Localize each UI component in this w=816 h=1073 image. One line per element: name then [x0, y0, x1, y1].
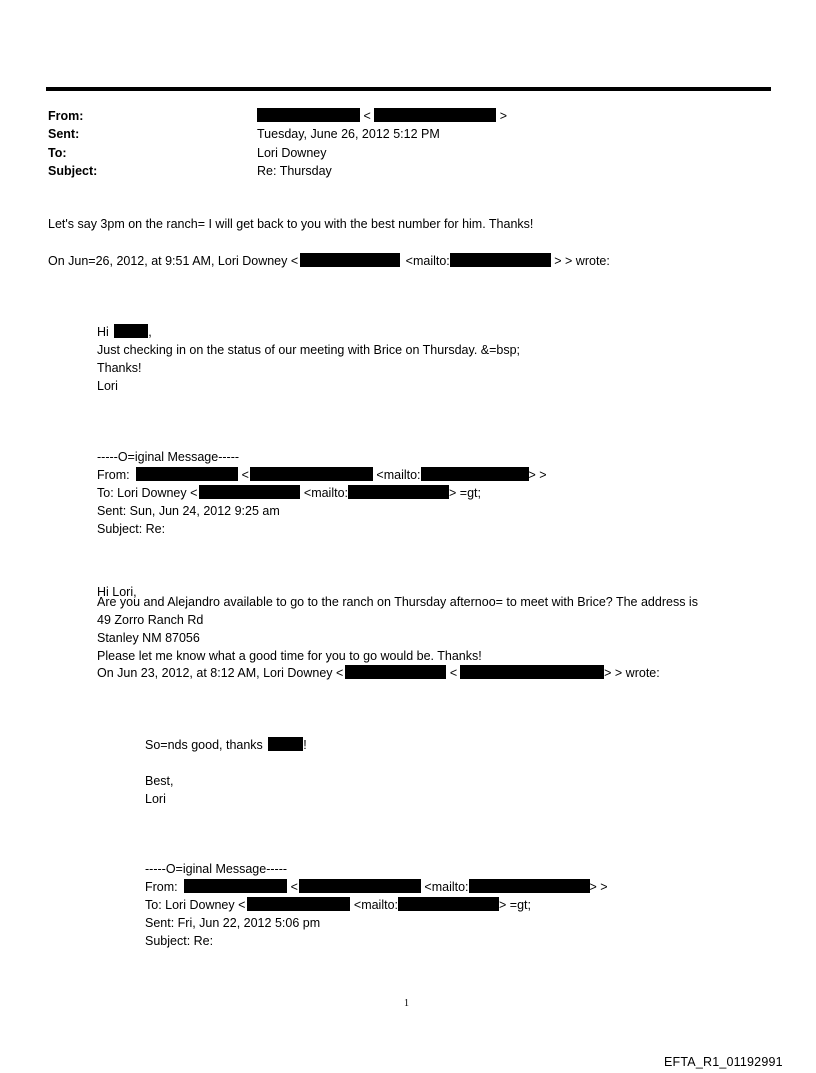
orig1-sent: Sent: Sun, Jun 24, 2012 9:25 am — [97, 504, 280, 518]
redaction-box — [374, 108, 496, 122]
redaction-box — [247, 897, 350, 911]
subject-label: Subject: — [48, 164, 98, 178]
msg3-greeting: Hi Lori, — [97, 585, 137, 599]
msg2-greeting — [97, 324, 152, 340]
redaction-box — [299, 879, 421, 893]
document-id: EFTA_R1_01192991 — [664, 1055, 783, 1069]
orig1-from — [97, 467, 547, 483]
to-text: To: Lori Downey < — [97, 486, 198, 500]
greeting-comma: , — [148, 325, 152, 339]
redaction-box — [184, 879, 287, 893]
end-text: > > — [528, 468, 547, 482]
mailto-text: <mailto: — [405, 254, 450, 268]
msg2-line-1: Just checking in on the status of our meeting with Brice on Thursday. &=bsp; — [97, 343, 521, 357]
msg2-signature: Lori — [97, 379, 118, 393]
msg3-address-2: Stanley NM 87056 — [97, 631, 200, 645]
body-line-1: Let's say 3pm on the ranch= I will get back to you with the best number for him. Thanks! — [48, 217, 534, 231]
redaction-box — [345, 665, 446, 679]
reply-attribution-text: On Jun=26, 2012, at 9:51 AM, Lori Downey < — [48, 254, 299, 268]
end-text: > =gt; — [499, 898, 531, 912]
msg4-signature: Lori — [145, 792, 166, 806]
redaction-box — [250, 467, 373, 481]
from-lt: < — [363, 109, 371, 123]
mailto-text: <mailto: — [353, 898, 399, 912]
redaction-box — [421, 467, 529, 481]
greeting-text: Hi — [97, 325, 109, 339]
msg3-address-1: 49 Zorro Ranch Rd — [97, 613, 204, 627]
mailto-text: <mailto: — [424, 880, 469, 894]
orig2-from — [145, 879, 608, 895]
end-text: > > — [589, 880, 608, 894]
msg2-thanks: Thanks! — [97, 361, 142, 375]
redaction-box — [450, 253, 551, 267]
to-value: Lori Downey — [257, 146, 327, 160]
end-text: > =gt; — [449, 486, 481, 500]
orig1-to — [97, 485, 481, 501]
orig2-header: -----O=iginal Message----- — [145, 862, 288, 876]
redaction-box — [257, 108, 360, 122]
msg3-line-2: Please let me know what a good time for you to go would be. Thanks! — [97, 649, 482, 663]
redaction-box — [469, 879, 590, 893]
msg3-reply-attribution — [97, 665, 660, 681]
redaction-box — [114, 324, 148, 338]
redaction-box — [136, 467, 238, 481]
header-rule — [46, 87, 771, 91]
redaction-box — [460, 665, 604, 679]
orig1-header: -----O=iginal Message----- — [97, 450, 240, 464]
to-label: To: — [48, 146, 67, 160]
redaction-box — [398, 897, 499, 911]
sent-label: Sent: — [48, 127, 80, 141]
wrote-text: > > wrote: — [604, 666, 660, 680]
from-label: From: — [48, 109, 84, 123]
msg3-line-1: Are you and Alejandro available to go to the ranch on Thursday afternoo= to meet with Brice? The address is — [97, 595, 698, 609]
to-text: To: Lori Downey < — [145, 898, 246, 912]
msg4-line-1 — [145, 737, 307, 753]
lt-text: < — [449, 666, 458, 680]
from-text: From: — [145, 880, 178, 894]
mailto-text: <mailto: — [376, 468, 421, 482]
orig2-subject: Subject: Re: — [145, 934, 214, 948]
redaction-box — [199, 485, 300, 499]
lt-text: < — [290, 880, 298, 894]
msg4-best: Best, — [145, 774, 174, 788]
orig1-subject: Subject: Re: — [97, 522, 166, 536]
subject-value: Re: Thursday — [257, 164, 332, 178]
redaction-box — [268, 737, 303, 751]
from-gt: > — [499, 109, 508, 123]
lt-text: < — [241, 468, 249, 482]
from-text: From: — [97, 468, 130, 482]
sent-value: Tuesday, June 26, 2012 5:12 PM — [257, 127, 440, 141]
orig2-to — [145, 897, 531, 913]
reply-attribution-text: On Jun 23, 2012, at 8:12 AM, Lori Downey < — [97, 666, 344, 680]
wrote-text: > > wrote: — [554, 254, 610, 268]
redaction-box — [300, 253, 400, 267]
redaction-box — [348, 485, 449, 499]
reply-attribution-1 — [48, 253, 610, 269]
text: So=nds good, thanks — [145, 738, 263, 752]
mailto-text: <mailto: — [303, 486, 349, 500]
orig2-sent: Sent: Fri, Jun 22, 2012 5:06 pm — [145, 916, 321, 930]
page-number: 1 — [404, 998, 409, 1009]
from-value — [257, 108, 507, 124]
exclamation: ! — [303, 738, 307, 752]
